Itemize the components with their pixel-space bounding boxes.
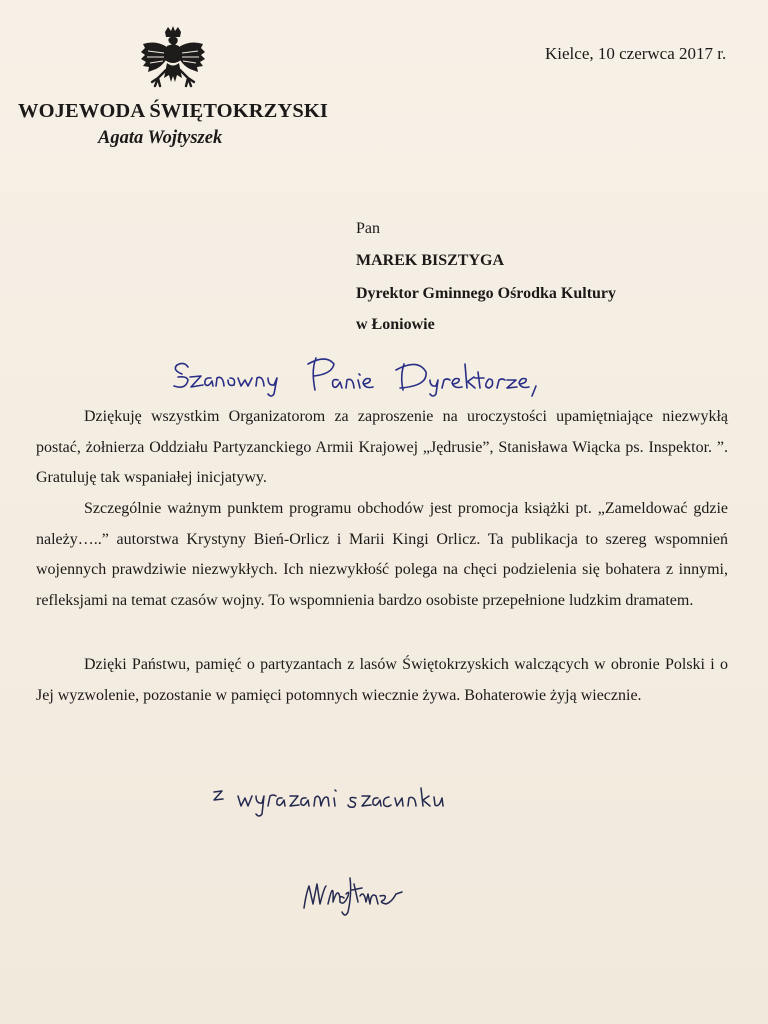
addressee-location: w Łoniowie — [356, 316, 435, 333]
official-name: Agata Wojtyszek — [98, 128, 223, 148]
handwritten-signature — [300, 868, 406, 920]
body-paragraph-2: Szczególnie ważnym punktem programu obchodów jest promocja książki pt. „Zameldować gdzie należy…..” autorstwa Krystyny Bień-Orlicz i Marii Kingi Orlicz. Ta publikacja to szereg wspomnień wojennych prawdziwie niezwykłych. Ich niezwykłość polega na chęci podzielenia się bohatera z innymi, refleksjami na temat czasów wojny. To wspomnienia bardzo osobiste przepełnione ludzkim dramatem. — [36, 500, 728, 609]
addressee-name: MAREK BISZTYGA — [356, 252, 505, 269]
body-paragraph-1: Dziękuję wszystkim Organizatorom za zaproszenie na uroczystości upamiętniające niezwykłą postać, żołnierza Oddziału Partyzanckiego Armii Krajowej „Jędrusie”, Stanisława Wiącka ps. Inspektor. ”. Gratuluję tak wspaniałej inicjatywy. — [36, 408, 728, 486]
office-title: WOJEWODA ŚWIĘTOKRZYSKI — [18, 100, 328, 122]
addressee-honorific: Pan — [356, 220, 380, 237]
polish-eagle-emblem-icon — [138, 26, 208, 98]
place-and-date: Kielce, 10 czerwca 2017 r. — [545, 44, 727, 63]
handwritten-salutation — [168, 350, 563, 400]
addressee-position: Dyrektor Gminnego Ośrodka Kultury — [356, 285, 617, 302]
body-paragraph-3: Dzięki Państwu, pamięć o partyzantach z lasów Świętokrzyskich walczących w obronie Polski i o Jej wyzwolenie, pozostanie w pamięci potomnych wiecznie żywa. Bohaterowie żyją wiecznie. — [36, 656, 728, 704]
handwritten-closing — [208, 782, 466, 822]
